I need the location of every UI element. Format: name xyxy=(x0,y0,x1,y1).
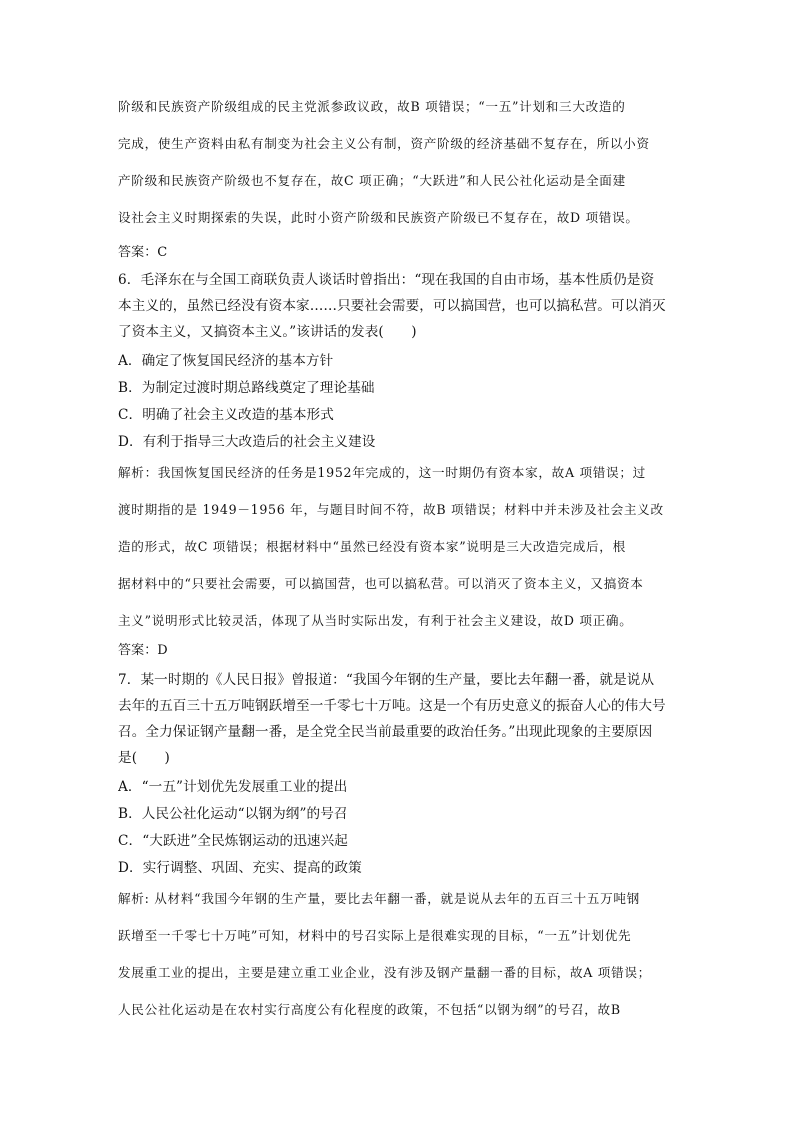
question-stem-line: 本主义的，虽然已经没有资本家……只要社会需要，可以搞国营，也可以搞私营。可以消灭 xyxy=(118,298,666,314)
question-stem-line: 6．毛泽东在与全国工商联负责人谈话时曾指出：“现在我国的自由市场，基本性质仍是资 xyxy=(118,272,655,288)
answer-text: 答案：C xyxy=(118,245,168,260)
q5-answer xyxy=(118,243,680,263)
analysis-line: 阶级和民族资产阶级组成的民主党派参政议政，故B 项错误；“一五”计划和三大改造的 xyxy=(118,99,626,114)
q6-answer xyxy=(118,641,680,661)
question-stem-line: 了资本主义，又搞资本主义。”该讲话的发表( ) xyxy=(118,324,417,340)
option-d: D．有利于指导三大改造后的社会主义建设 xyxy=(118,434,376,450)
option-c: C．“大跃进”全民炼钢运动的迅速兴起 xyxy=(118,833,349,849)
option-a: A．确定了恢复国民经济的基本方针 xyxy=(118,353,334,369)
question-6 xyxy=(118,270,680,342)
question-stem-line: 去年的五百三十五万吨钢跃增至一千零七十万吨。这是一个有历史意义的振奋人心的伟大号 xyxy=(118,698,666,714)
option-b: B．人民公社化运动“以钢为纲”的号召 xyxy=(118,806,348,822)
analysis-line: 解析: 从材料“我国今年钢的生产量，要比去年翻一番，就是说从去年的五百三十五万吨钢 xyxy=(118,891,640,906)
question-stem-line: 7．某一时期的《人民日报》曾报道：“我国今年钢的生产量，要比去年翻一番，就是说从 xyxy=(118,672,655,688)
analysis-line: 主义”说明形式比较灵活，体现了从当时实际出发，有利于社会主义建设，故D 项正确。 xyxy=(118,613,633,628)
option-d: D．实行调整、巩固、充实、提高的政策 xyxy=(118,860,362,876)
option-a: A．“一五”计划优先发展重工业的提出 xyxy=(118,779,348,795)
analysis-line: 解析：我国恢复国民经济的任务是1952年完成的，这一时期仍有资本家，故A 项错误；过 xyxy=(118,465,646,480)
analysis-line: 造的形式，故C 项错误；根据材料中“虽然已经没有资本家”说明是三大改造完成后，根 xyxy=(118,539,626,554)
option-b: B．为制定过渡时期总路线奠定了理论基础 xyxy=(118,380,375,396)
analysis-line: 产阶级和民族资产阶级也不复存在，故C 项正确；“大跃进”和人民公社化运动是全面建 xyxy=(118,173,626,188)
analysis-line: 据材料中的“只要社会需要，可以搞国营，也可以搞私营。可以消灭了资本主义，又搞资本 xyxy=(118,576,644,591)
analysis-line: 渡时期指的是 1949－1956 年，与题目时间不符，故B 项错误；材料中并未涉及社会主义改 xyxy=(118,502,664,517)
answer-text: 答案：D xyxy=(118,643,168,658)
question-stem-line: 召。全力保证钢产量翻一番，是全党全民当前最重要的政治任务。”出现此现象的主要原因 xyxy=(118,724,653,740)
analysis-line: 跃增至一千零七十万吨”可知，材料中的号召实际上是很难实现的目标，“一五”计划优先 xyxy=(118,928,632,943)
q6-options xyxy=(118,351,680,452)
analysis-line: 设社会主义时期探索的失误，此时小资产阶级和民族资产阶级已不复存在，故D 项错误。 xyxy=(118,210,639,225)
q7-analysis xyxy=(118,889,680,1020)
question-stem-line: 是( ) xyxy=(118,750,170,766)
analysis-line: 完成，使生产资料由私有制变为社会主义公有制，资产阶级的经济基础不复存在，所以小资 xyxy=(118,136,650,151)
analysis-line: 发展重工业的提出，主要是建立重工业企业，没有涉及钢产量翻一番的目标，故A 项错误； xyxy=(118,965,651,980)
analysis-line: 人民公社化运动是在农村实行高度公有化程度的政策，不包括“以钢为纲”的号召，故B xyxy=(118,1002,621,1017)
option-c: C．明确了社会主义改造的基本形式 xyxy=(118,407,334,423)
q6-analysis xyxy=(118,463,680,631)
question-7 xyxy=(118,670,680,768)
q7-options xyxy=(118,777,680,878)
q5-analysis-continuation xyxy=(118,97,680,228)
